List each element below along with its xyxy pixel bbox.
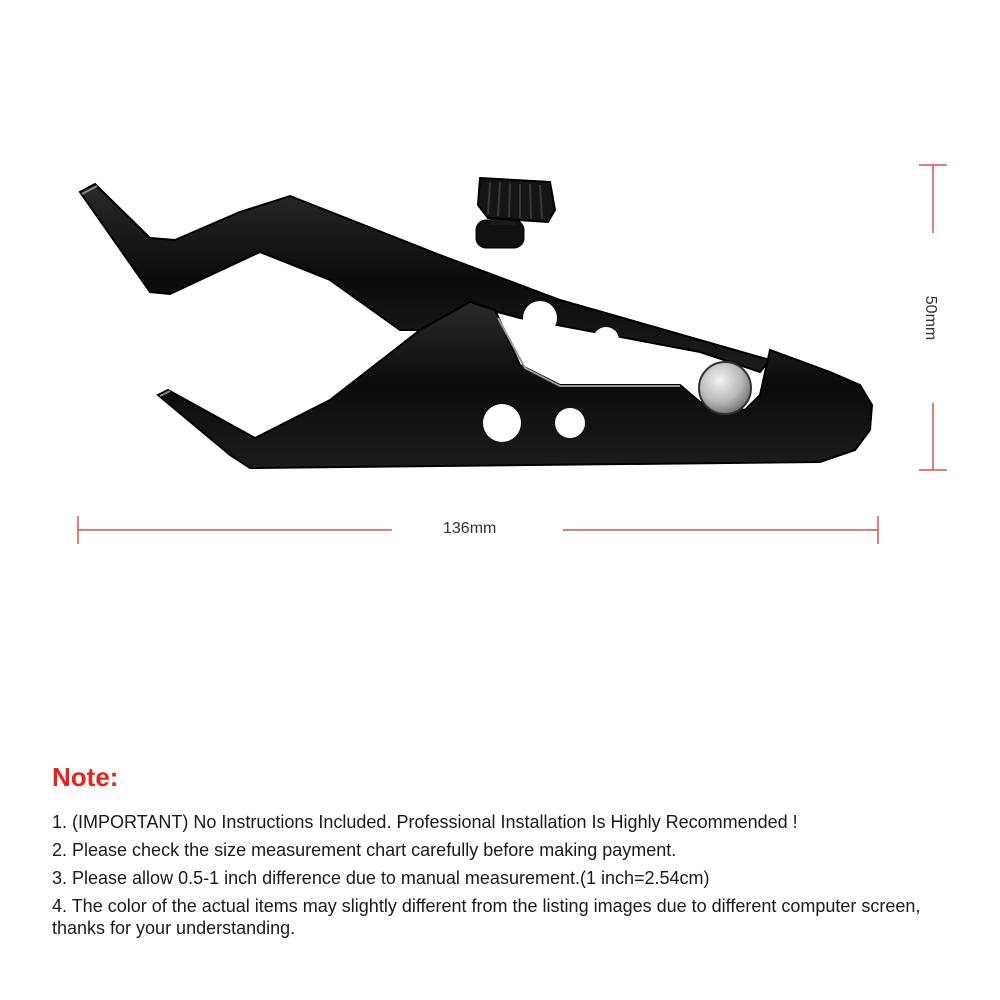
upper-hole-large	[523, 301, 557, 335]
note-title: Note:	[52, 762, 119, 792]
lower-jaw	[158, 302, 872, 468]
upper-hole-small	[593, 327, 619, 353]
note-item: 3. Please allow 0.5-1 inch difference due to manual measurement.(1 inch=2.54cm)	[52, 868, 710, 888]
note-item: 1. (IMPORTANT) No Instructions Included. Professional Installation Is Highly Recommended !	[52, 812, 798, 832]
width-dimension-label: 136mm	[443, 520, 497, 537]
note-section	[52, 762, 962, 945]
height-dimension-label: 50mm	[922, 295, 939, 341]
note-item: 2. Please check the size measurement chart carefully before making payment.	[52, 840, 677, 860]
lower-hole-small	[555, 408, 585, 438]
lower-hole-large	[483, 404, 521, 442]
note-item: 4. The color of the actual items may slightly different from the listing images due to different computer screen, thanks for your understanding.	[52, 896, 921, 938]
pivot-pin	[699, 362, 751, 414]
